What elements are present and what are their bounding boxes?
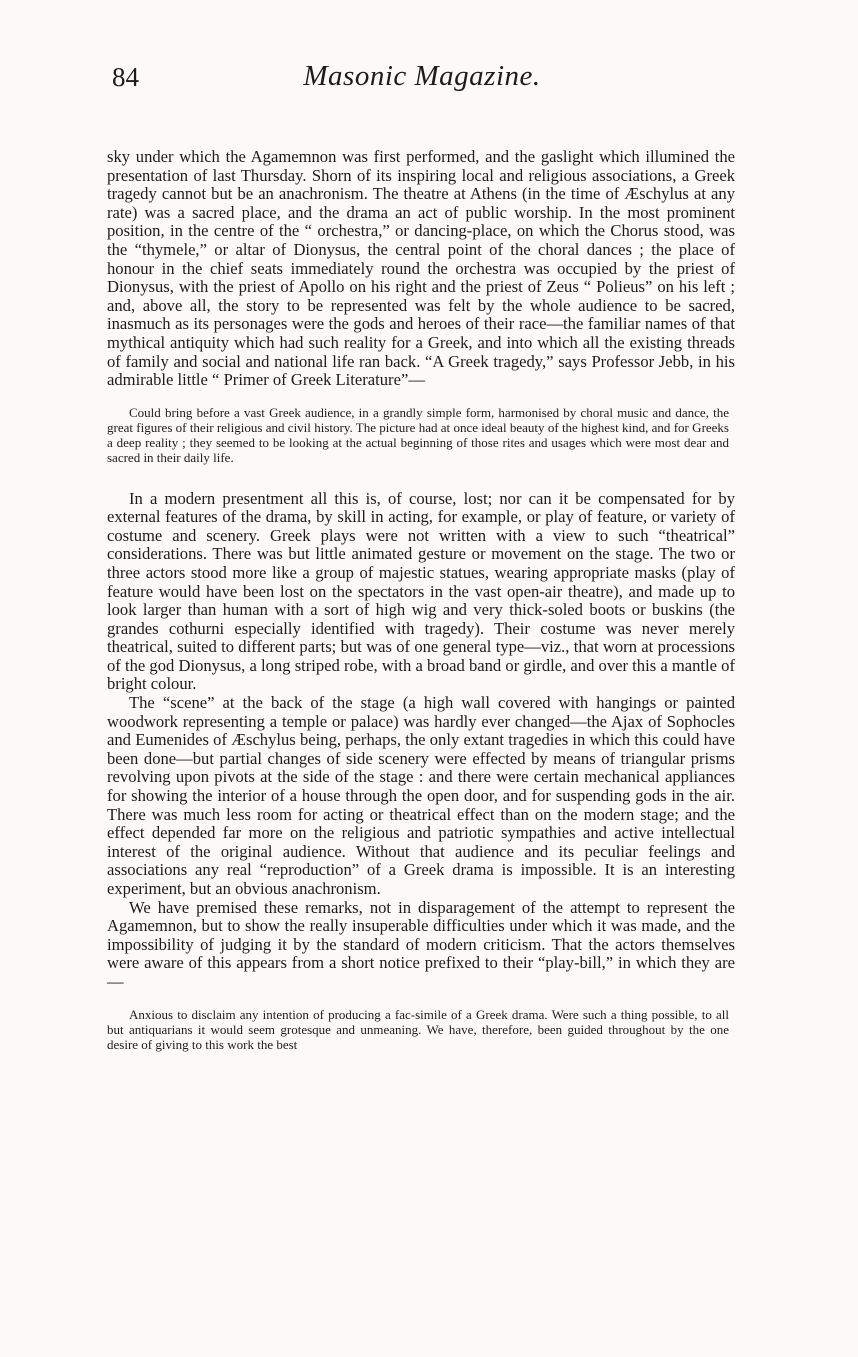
block-quote-play-bill: Anxious to disclaim any intention of producing a fac-simile of a Greek drama. Were such a thing possible, to all but antiquarians it would seem grotesque and unmeaning. We have, therefore, been guided throughout by the one desire of giving to this work the best (107, 1006, 729, 1052)
article-body (107, 148, 735, 1052)
page-header (112, 52, 732, 100)
paragraph-modern-presentment: In a modern presentment all this is, of course, lost; nor can it be compensated for by external features of the drama, by skill in acting, for example, or play of feature, or variety of costume and scenery. Greek plays were not written with a view to such “theatrical” considerations. There was but little animated gesture or movement on the stage. The two or three actors stood more like a group of majestic statues, wearing appropriate masks (play of feature would have been lost on the spectators in the vast open-air theatre), and made up to look larger than human with a sort of high wig and very thick-soled boots or buskins (the grandes cothurni especially identified with tragedy). Their costume was never merely theatrical, suited to different parts; but was of one general type—viz., that worn at processions of the god Dionysus, a long striped robe, with a broad band or girdle, and over this a mantle of bright colour. (107, 488, 735, 694)
paragraph-opening: sky under which the Agamemnon was first performed, and the gaslight which illumined the presentation of last Thursday. Shorn of its inspiring local and religious associations, a Greek tragedy cannot but be an anachronism. The theatre at Athens (in the time of Æschylus at any rate) was a sacred place, and the drama an act of public worship. In the most prominent position, in the centre of the “ orchestra,” or dancing-place, on which the Chorus stood, was the “thymele,” or altar of Dionysus, the central point of the choral dances ; the place of honour in the chief seats immediately round the orchestra was occupied by the priest of Dionysus, with the priest of Apollo on his right and the priest of Zeus “ Polieus” on his left ; and, above all, the story to be represented was felt by the whole audience to be sacred, inasmuch as its personages were the gods and heroes of their race—the familiar names of that mythical antiquity which had such reality for a Greek, and into which all the existing threads of family and social and national life ran back. “A Greek tragedy,” says Professor Jebb, in his admirable little “ Primer of Greek Literature”— (107, 147, 735, 390)
paragraph-scene: The “scene” at the back of the stage (a high wall covered with hangings or painted woodwork representing a temple or palace) was hardly ever changed—the Ajax of Sophocles and Eumenides of Æschylus being, perhaps, the only extant tragedies in which this could have been done—but partial changes of side scenery were effected by means of triangular prisms revolving upon pivots at the side of the stage : and there were certain mechanical appliances for showing the interior of a house through the open door, and for suspending gods in the air. There was much less room for acting or theatrical effect than on the modern stage; and the effect depended far more on the religious and patriotic sympathies and active intellectual interest of the original audience. Without that audience and its peculiar feelings and associations any real “reproduction” of a Greek drama is impossible. It is an interesting experiment, but an obvious anachronism. (107, 693, 735, 898)
page-number: 84 (112, 62, 139, 92)
running-title: Masonic Magazine. (303, 60, 541, 92)
block-quote-jebb: Could bring before a vast Greek audience, in a grandly simple form, harmonised by choral music and dance, the great figures of their religious and civil history. The picture had at once ideal beauty of the highest kind, and for Greeks a deep reality ; they seemed to be looking at the actual beginning of those rites and usages which were most dear and sacred in their daily life. (107, 404, 729, 466)
paragraph-premised-remarks: We have premised these remarks, not in disparagement of the attempt to represent the Agamemnon, but to show the really insuperable difficulties under which it was made, and the impossibility of judging it by the standard of modern criticism. That the actors themselves were aware of this appears from a short notice prefixed to their “play-bill,” in which they are— (107, 897, 735, 991)
